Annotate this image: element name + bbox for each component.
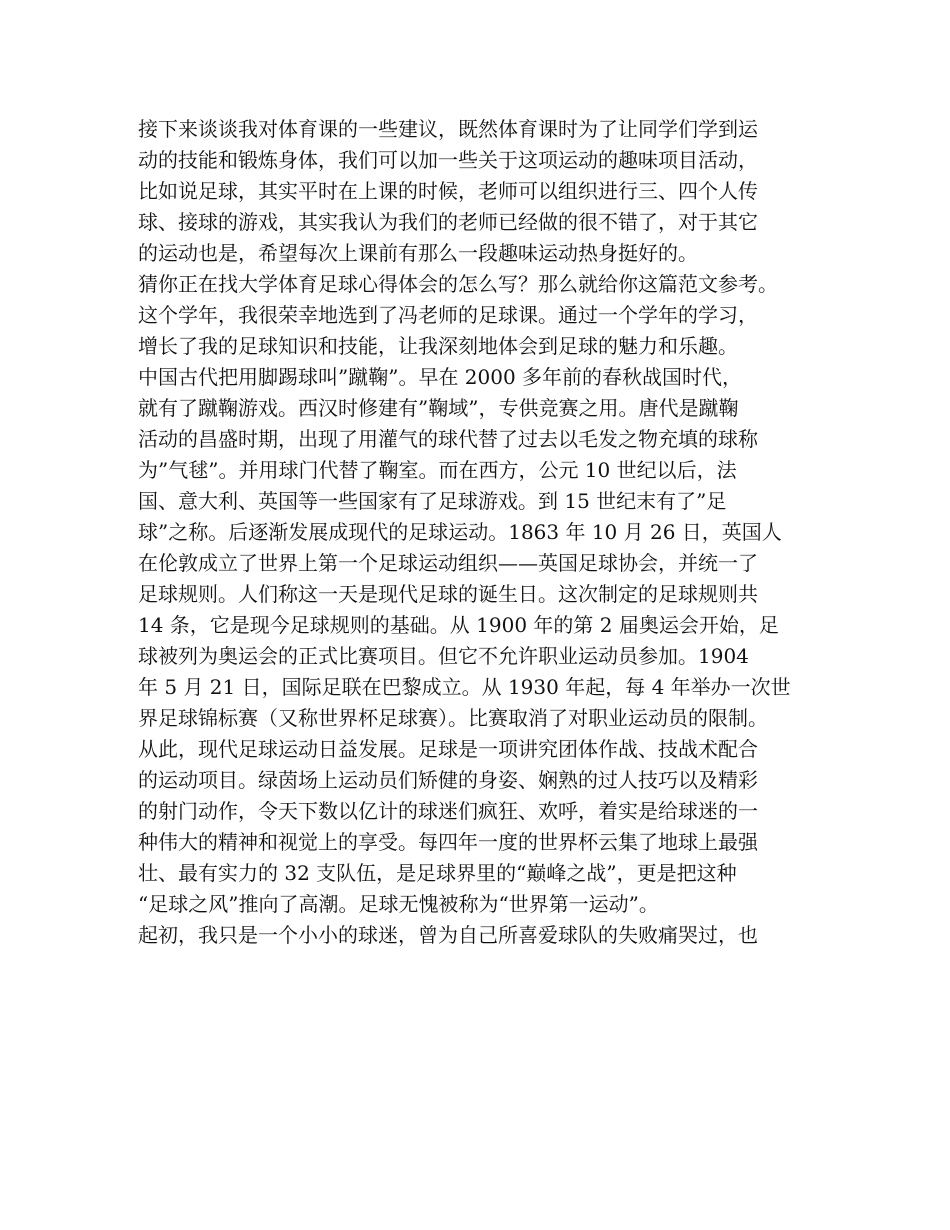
text-line: “足球之风”推向了高潮。足球无愧被称为“世界第一运动”。 [138, 892, 659, 916]
text-line: 动的技能和锻炼身体，我们可以加一些关于这项运动的趣味项目活动， [138, 148, 758, 172]
text-line: 在伦敦成立了世界上第一个足球运动组织——英国足球协会，并统一了 [138, 551, 758, 575]
text-line: 比如说足球，其实平时在上课的时候，老师可以组织进行三、四个人传 [138, 179, 758, 203]
text-line: 的射门动作，令天下数以亿计的球迷们疯狂、欢呼，着实是给球迷的一 [138, 799, 758, 823]
text-line: 起初，我只是一个小小的球迷，曾为自己所喜爱球队的失败痛哭过，也 [138, 923, 758, 947]
text-line: 中国古代把用脚踢球叫”蹴鞠”。早在 2000 多年前的春秋战国时代， [138, 365, 743, 389]
text-line: 活动的昌盛时期，出现了用灌气的球代替了过去以毛发之物充填的球称 [138, 427, 758, 451]
text-line: 接下来谈谈我对体育课的一些建议，既然体育课时为了让同学们学到运 [138, 117, 758, 141]
text-line: 壮、最有实力的 32 支队伍，是足球界里的“巅峰之战”，更是把这种 [138, 861, 737, 885]
text-line: 球、接球的游戏，其实我认为我们的老师已经做的很不错了，对于其它 [138, 210, 758, 234]
document-body [138, 114, 838, 951]
text-line: 球”之称。后逐渐发展成现代的足球运动。1863 年 10 月 26 日，英国人 [138, 520, 782, 544]
text-line: 国、意大利、英国等一些国家有了足球游戏。到 15 世纪末有了”足 [138, 489, 727, 513]
text-line: 年 5 月 21 日，国际足联在巴黎成立。从 1930 年起，每 4 年举办一次世 [138, 675, 791, 699]
text-line: 的运动项目。绿茵场上运动员们矫健的身姿、娴熟的过人技巧以及精彩 [138, 768, 758, 792]
text-line: 从此，现代足球运动日益发展。足球是一项讲究团体作战、技战术配合 [138, 737, 758, 761]
text-line: 为”气毬”。并用球门代替了鞠室。而在西方，公元 10 世纪以后，法 [138, 458, 737, 482]
text-line: 增长了我的足球知识和技能，让我深刻地体会到足球的魅力和乐趣。 [138, 334, 738, 358]
text-line: 14 条，它是现今足球规则的基础。从 1900 年的第 2 届奥运会开始，足 [138, 613, 779, 637]
text-line: 球被列为奥运会的正式比赛项目。但它不允许职业运动员参加。1904 [138, 644, 749, 668]
text-line: 的运动也是，希望每次上课前有那么一段趣味运动热身挺好的。 [138, 241, 698, 265]
text-line: 界足球锦标赛（又称世界杯足球赛）。比赛取消了对职业运动员的限制。 [138, 706, 768, 730]
text-line: 种伟大的精神和视觉上的享受。每四年一度的世界杯云集了地球上最强 [138, 830, 758, 854]
text-line: 就有了蹴鞠游戏。西汉时修建有”鞠域”，专供竞赛之用。唐代是蹴鞠 [138, 396, 739, 420]
text-line: 猜你正在找大学体育足球心得体会的怎么写？那么就给你这篇范文参考。 [138, 272, 778, 296]
text-line: 这个学年，我很荣幸地选到了冯老师的足球课。通过一个学年的学习， [138, 303, 758, 327]
text-line: 足球规则。人们称这一天是现代足球的诞生日。这次制定的足球规则共 [138, 582, 758, 606]
